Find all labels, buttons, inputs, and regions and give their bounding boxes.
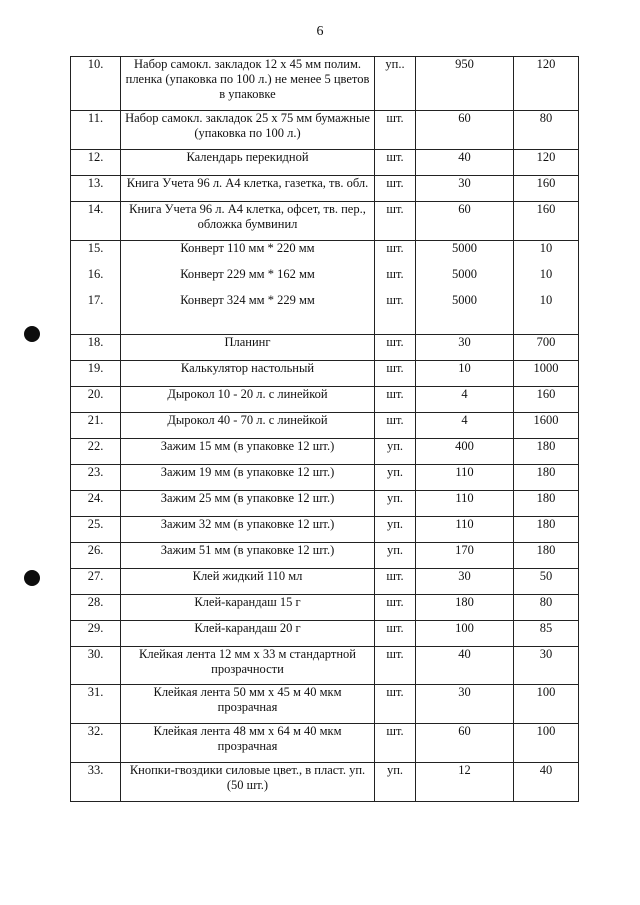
row-number: 21. xyxy=(71,413,121,439)
items-table xyxy=(70,56,579,802)
item-price: 85 xyxy=(514,621,579,647)
item-unit: шт. xyxy=(375,150,416,176)
item-price: 100 xyxy=(514,685,579,724)
row-number: 31. xyxy=(71,685,121,724)
item-name: Клейкая лента 48 мм х 64 м 40 мкм прозрачная xyxy=(121,724,375,763)
item-name: Зажим 19 мм (в упаковке 12 шт.) xyxy=(121,465,375,491)
item-unit-group xyxy=(375,241,416,335)
item-name: Клей жидкий 110 мл xyxy=(121,569,375,595)
item-unit: шт. xyxy=(375,387,416,413)
table-row xyxy=(71,491,579,517)
item-name: Набор самокл. закладок 12 х 45 мм полим. пленка (упаковка по 100 л.) не менее 5 цветов в упаковке xyxy=(121,57,375,111)
item-unit: уп. xyxy=(375,763,416,802)
item-price: 10 xyxy=(539,293,553,307)
item-unit: шт. xyxy=(386,241,404,255)
page-number: 6 xyxy=(316,24,324,39)
item-quantity-group xyxy=(416,241,514,335)
row-number: 23. xyxy=(71,465,121,491)
item-price: 700 xyxy=(514,335,579,361)
item-name: Кнопки-гвоздики силовые цвет., в пласт. уп. (50 шт.) xyxy=(121,763,375,802)
table-row xyxy=(71,439,579,465)
table-row xyxy=(71,176,579,202)
item-price: 180 xyxy=(514,517,579,543)
item-unit: уп. xyxy=(375,491,416,517)
item-name: Дырокол 40 - 70 л. с линейкой xyxy=(121,413,375,439)
item-price: 180 xyxy=(514,465,579,491)
item-quantity: 40 xyxy=(416,150,514,176)
item-quantity: 30 xyxy=(416,335,514,361)
item-name: Зажим 51 мм (в упаковке 12 шт.) xyxy=(121,543,375,569)
item-name: Клейкая лента 50 мм х 45 м 40 мкм прозрачная xyxy=(121,685,375,724)
table-row xyxy=(71,387,579,413)
table-row xyxy=(71,202,579,241)
item-price: 160 xyxy=(514,387,579,413)
row-number: 24. xyxy=(71,491,121,517)
item-quantity: 30 xyxy=(416,176,514,202)
item-quantity: 5000 xyxy=(452,267,477,281)
item-price: 120 xyxy=(514,150,579,176)
table-row xyxy=(71,150,579,176)
item-quantity: 110 xyxy=(416,517,514,543)
item-quantity: 60 xyxy=(416,724,514,763)
item-quantity: 60 xyxy=(416,111,514,150)
item-unit: шт. xyxy=(375,335,416,361)
item-unit: шт. xyxy=(375,647,416,685)
row-number: 30. xyxy=(71,647,121,685)
item-price: 10 xyxy=(539,267,553,281)
item-name: Планинг xyxy=(121,335,375,361)
item-price: 10 xyxy=(539,241,553,255)
item-price: 50 xyxy=(514,569,579,595)
table-row xyxy=(71,685,579,724)
item-quantity: 180 xyxy=(416,595,514,621)
item-name: Калькулятор настольный xyxy=(121,361,375,387)
item-price: 100 xyxy=(514,724,579,763)
item-price: 1600 xyxy=(514,413,579,439)
row-number: 14. xyxy=(71,202,121,241)
item-name-group xyxy=(121,241,375,335)
item-price: 180 xyxy=(514,491,579,517)
item-price-group xyxy=(514,241,579,335)
item-quantity: 170 xyxy=(416,543,514,569)
item-quantity: 950 xyxy=(416,57,514,111)
item-name: Конверт 324 мм * 229 мм xyxy=(180,293,315,307)
item-price: 120 xyxy=(514,57,579,111)
item-price: 80 xyxy=(514,595,579,621)
row-number: 20. xyxy=(71,387,121,413)
item-name: Зажим 32 мм (в упаковке 12 шт.) xyxy=(121,517,375,543)
item-name: Набор самокл. закладок 25 х 75 мм бумажные (упаковка по 100 л.) xyxy=(121,111,375,150)
item-quantity: 4 xyxy=(416,387,514,413)
punch-hole xyxy=(24,326,40,342)
item-unit: шт. xyxy=(375,361,416,387)
item-quantity: 10 xyxy=(416,361,514,387)
table-row xyxy=(71,647,579,685)
item-unit: шт. xyxy=(386,267,404,281)
item-quantity: 100 xyxy=(416,621,514,647)
table-row xyxy=(71,111,579,150)
table-row-envelopes xyxy=(71,241,579,335)
table-row xyxy=(71,517,579,543)
row-number: 18. xyxy=(71,335,121,361)
item-unit: уп. xyxy=(375,543,416,569)
item-name: Зажим 25 мм (в упаковке 12 шт.) xyxy=(121,491,375,517)
item-unit: шт. xyxy=(375,621,416,647)
table-row xyxy=(71,543,579,569)
item-quantity: 30 xyxy=(416,569,514,595)
row-number: 12. xyxy=(71,150,121,176)
item-quantity: 30 xyxy=(416,685,514,724)
row-number: 22. xyxy=(71,439,121,465)
row-number: 13. xyxy=(71,176,121,202)
item-quantity: 110 xyxy=(416,465,514,491)
item-quantity: 60 xyxy=(416,202,514,241)
item-price: 180 xyxy=(514,439,579,465)
item-name: Клей-карандаш 15 г xyxy=(121,595,375,621)
table-row xyxy=(71,361,579,387)
row-number-group xyxy=(71,241,121,335)
item-price: 160 xyxy=(514,202,579,241)
row-number: 25. xyxy=(71,517,121,543)
item-name: Зажим 15 мм (в упаковке 12 шт.) xyxy=(121,439,375,465)
item-name: Книга Учета 96 л. А4 клетка, газетка, тв. обл. xyxy=(121,176,375,202)
table-row xyxy=(71,724,579,763)
item-name: Конверт 110 мм * 220 мм xyxy=(180,241,315,255)
row-number: 26. xyxy=(71,543,121,569)
row-number: 27. xyxy=(71,569,121,595)
item-unit: шт. xyxy=(375,202,416,241)
item-unit: шт. xyxy=(386,293,404,307)
row-number: 17. xyxy=(87,293,104,307)
item-price: 80 xyxy=(514,111,579,150)
item-name: Конверт 229 мм * 162 мм xyxy=(180,267,315,281)
row-number: 33. xyxy=(71,763,121,802)
row-number: 15. xyxy=(87,241,104,255)
punch-hole xyxy=(24,570,40,586)
item-unit: уп. xyxy=(375,439,416,465)
table-row xyxy=(71,413,579,439)
item-unit: уп. xyxy=(375,465,416,491)
item-quantity: 12 xyxy=(416,763,514,802)
item-unit: шт. xyxy=(375,569,416,595)
table-row xyxy=(71,763,579,802)
item-price: 160 xyxy=(514,176,579,202)
item-price: 30 xyxy=(514,647,579,685)
row-number: 19. xyxy=(71,361,121,387)
item-unit: шт. xyxy=(375,685,416,724)
table-row xyxy=(71,335,579,361)
row-number: 16. xyxy=(87,267,104,281)
item-quantity: 4 xyxy=(416,413,514,439)
table-row xyxy=(71,465,579,491)
row-number: 28. xyxy=(71,595,121,621)
item-unit: уп. xyxy=(375,517,416,543)
item-quantity: 5000 xyxy=(452,241,477,255)
table-row xyxy=(71,569,579,595)
table-row xyxy=(71,621,579,647)
item-quantity: 400 xyxy=(416,439,514,465)
item-name: Дырокол 10 - 20 л. с линейкой xyxy=(121,387,375,413)
row-number: 32. xyxy=(71,724,121,763)
table-row xyxy=(71,595,579,621)
item-name: Клей-карандаш 20 г xyxy=(121,621,375,647)
item-unit: шт. xyxy=(375,595,416,621)
item-name: Календарь перекидной xyxy=(121,150,375,176)
item-price: 1000 xyxy=(514,361,579,387)
row-number: 10. xyxy=(71,57,121,111)
item-unit: шт. xyxy=(375,176,416,202)
item-unit: шт. xyxy=(375,413,416,439)
item-unit: шт. xyxy=(375,111,416,150)
item-price: 180 xyxy=(514,543,579,569)
item-price: 40 xyxy=(514,763,579,802)
item-name: Клейкая лента 12 мм х 33 м стандартной прозрачности xyxy=(121,647,375,685)
item-quantity: 5000 xyxy=(452,293,477,307)
item-name: Книга Учета 96 л. А4 клетка, офсет, тв. пер., обложка бумвинил xyxy=(121,202,375,241)
item-quantity: 40 xyxy=(416,647,514,685)
item-unit: шт. xyxy=(375,724,416,763)
item-unit: уп.. xyxy=(375,57,416,111)
row-number: 11. xyxy=(71,111,121,150)
row-number: 29. xyxy=(71,621,121,647)
item-quantity: 110 xyxy=(416,491,514,517)
table-row xyxy=(71,57,579,111)
